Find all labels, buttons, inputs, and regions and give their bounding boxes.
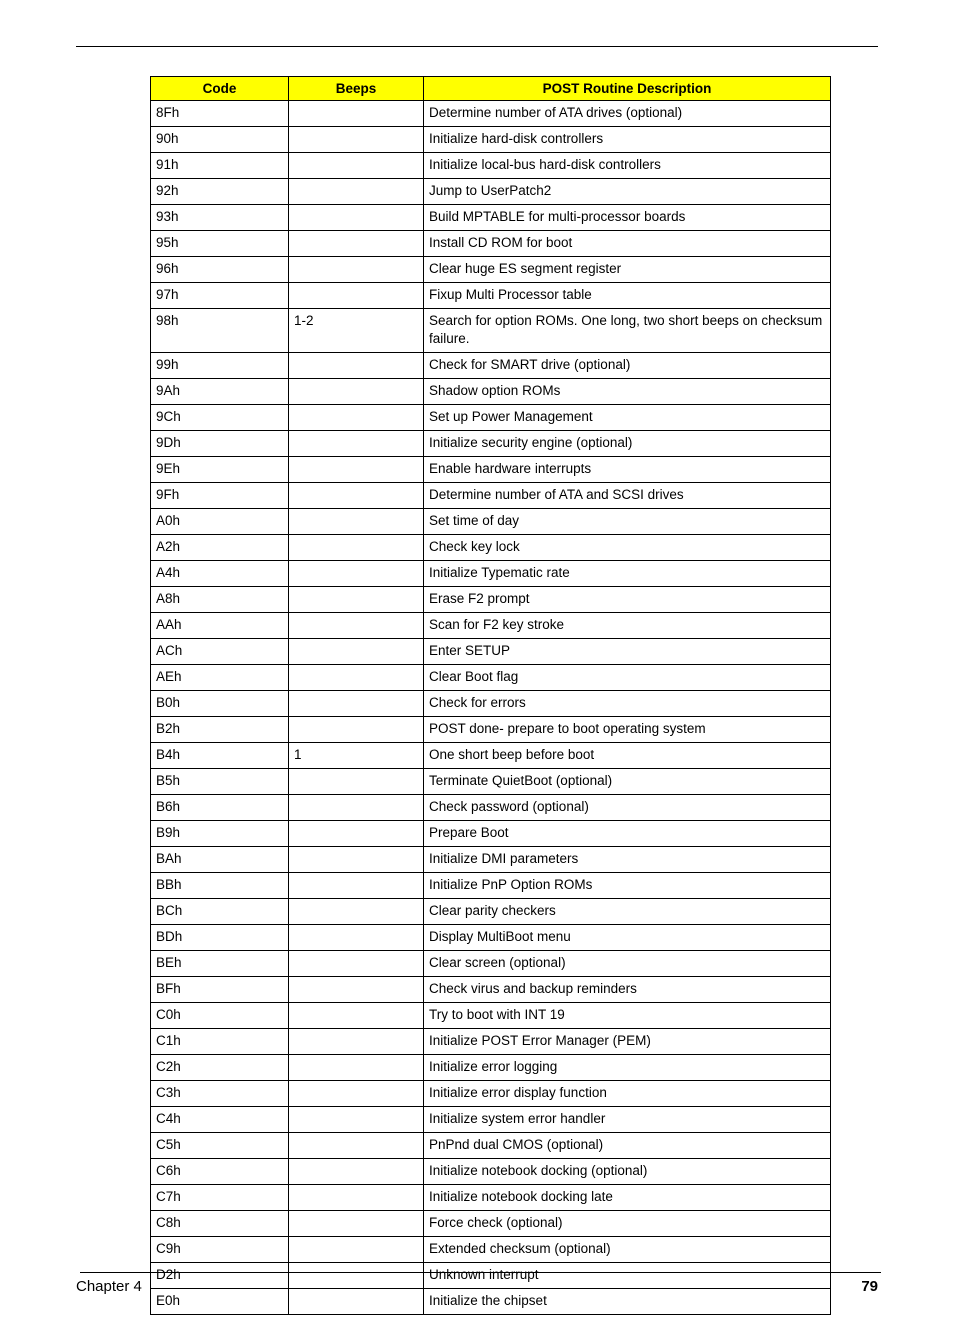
cell-description: Initialize Typematic rate [424,561,831,587]
cell-code: B9h [151,821,289,847]
cell-code: BFh [151,977,289,1003]
cell-beeps [289,639,424,665]
cell-code: BAh [151,847,289,873]
cell-beeps [289,977,424,1003]
cell-beeps [289,509,424,535]
cell-description: Extended checksum (optional) [424,1237,831,1263]
table-row [151,795,831,821]
cell-code: 9Ah [151,379,289,405]
cell-description: Initialize local-bus hard-disk controllers [424,153,831,179]
cell-code: A8h [151,587,289,613]
cell-code: C1h [151,1029,289,1055]
cell-beeps [289,179,424,205]
cell-code: AEh [151,665,289,691]
cell-code: BDh [151,925,289,951]
table-row [151,691,831,717]
cell-description: Initialize DMI parameters [424,847,831,873]
cell-beeps [289,795,424,821]
cell-description: Initialize hard-disk controllers [424,127,831,153]
table-row [151,1185,831,1211]
table-row [151,379,831,405]
cell-code: 99h [151,353,289,379]
cell-description: Force check (optional) [424,1211,831,1237]
cell-description: Clear Boot flag [424,665,831,691]
cell-code: AAh [151,613,289,639]
cell-beeps [289,127,424,153]
table-row [151,1133,831,1159]
table-body [151,101,831,1315]
cell-description: Check for errors [424,691,831,717]
cell-code: 90h [151,127,289,153]
cell-code: A0h [151,509,289,535]
cell-description: Prepare Boot [424,821,831,847]
table-row [151,483,831,509]
table-row [151,353,831,379]
cell-description: One short beep before boot [424,743,831,769]
cell-beeps [289,1133,424,1159]
cell-beeps [289,205,424,231]
table-row [151,665,831,691]
column-header-beeps: Beeps [289,77,424,101]
cell-beeps [289,483,424,509]
cell-beeps [289,587,424,613]
cell-code: 9Dh [151,431,289,457]
cell-beeps [289,1289,424,1315]
cell-beeps [289,873,424,899]
table-row [151,821,831,847]
table-row [151,127,831,153]
table-row [151,1289,831,1315]
cell-code: 9Eh [151,457,289,483]
cell-description: Initialize notebook docking late [424,1185,831,1211]
table-row [151,457,831,483]
cell-beeps [289,431,424,457]
cell-code: 97h [151,283,289,309]
table-row [151,873,831,899]
cell-beeps [289,951,424,977]
post-code-table [150,76,831,1315]
cell-code: 8Fh [151,101,289,127]
cell-beeps [289,101,424,127]
cell-description: Scan for F2 key stroke [424,613,831,639]
cell-code: B4h [151,743,289,769]
cell-code: ACh [151,639,289,665]
cell-description: Initialize POST Error Manager (PEM) [424,1029,831,1055]
cell-description: Build MPTABLE for multi-processor boards [424,205,831,231]
cell-beeps [289,457,424,483]
cell-code: C5h [151,1133,289,1159]
table-header-row [151,77,831,101]
table-row [151,153,831,179]
cell-beeps [289,821,424,847]
cell-beeps [289,1107,424,1133]
cell-description: Fixup Multi Processor table [424,283,831,309]
table-row [151,179,831,205]
cell-beeps [289,535,424,561]
table-row [151,1237,831,1263]
cell-beeps [289,925,424,951]
cell-code: B6h [151,795,289,821]
cell-code: C3h [151,1081,289,1107]
cell-code: C7h [151,1185,289,1211]
cell-code: C0h [151,1003,289,1029]
cell-code: C6h [151,1159,289,1185]
cell-code: 91h [151,153,289,179]
table-row [151,977,831,1003]
table-row [151,1055,831,1081]
cell-description: Check for SMART drive (optional) [424,353,831,379]
cell-description: Determine number of ATA drives (optional) [424,101,831,127]
cell-beeps [289,691,424,717]
cell-code: 96h [151,257,289,283]
table-row [151,847,831,873]
cell-code: BCh [151,899,289,925]
cell-description: Shadow option ROMs [424,379,831,405]
cell-description: Erase F2 prompt [424,587,831,613]
table-row [151,587,831,613]
cell-code: 93h [151,205,289,231]
cell-code: 98h [151,309,289,353]
table-row [151,431,831,457]
cell-code: A4h [151,561,289,587]
table-row [151,769,831,795]
cell-description: Determine number of ATA and SCSI drives [424,483,831,509]
cell-description: Check key lock [424,535,831,561]
cell-description: Display MultiBoot menu [424,925,831,951]
cell-beeps [289,1185,424,1211]
header-rule [76,46,878,47]
table-row [151,613,831,639]
cell-beeps [289,1029,424,1055]
table-row [151,1159,831,1185]
table-row [151,561,831,587]
table-row [151,535,831,561]
cell-code: C2h [151,1055,289,1081]
cell-beeps [289,379,424,405]
cell-beeps [289,717,424,743]
footer-page-number: 79 [861,1278,878,1295]
cell-code: BBh [151,873,289,899]
cell-code: 9Ch [151,405,289,431]
cell-code: 9Fh [151,483,289,509]
cell-description: Set time of day [424,509,831,535]
cell-description: PnPnd dual CMOS (optional) [424,1133,831,1159]
cell-beeps [289,1055,424,1081]
cell-beeps [289,1237,424,1263]
cell-code: C9h [151,1237,289,1263]
cell-description: Initialize security engine (optional) [424,431,831,457]
cell-description: Initialize error display function [424,1081,831,1107]
cell-code: B5h [151,769,289,795]
cell-beeps [289,1003,424,1029]
cell-beeps [289,257,424,283]
table-row [151,1003,831,1029]
cell-beeps [289,1211,424,1237]
cell-description: Unknown interrupt [424,1263,831,1289]
cell-beeps [289,405,424,431]
table-row [151,101,831,127]
cell-beeps [289,1081,424,1107]
table-row [151,1081,831,1107]
cell-code: D2h [151,1263,289,1289]
cell-beeps [289,353,424,379]
cell-code: C4h [151,1107,289,1133]
cell-code: 92h [151,179,289,205]
cell-beeps [289,231,424,257]
cell-description: Clear huge ES segment register [424,257,831,283]
cell-code: BEh [151,951,289,977]
cell-beeps: 1-2 [289,309,424,353]
footer-rule [80,1272,881,1273]
table-row [151,309,831,353]
table-row [151,231,831,257]
table-row [151,405,831,431]
table-row [151,1107,831,1133]
cell-description: Enter SETUP [424,639,831,665]
table-row [151,257,831,283]
table-row [151,899,831,925]
cell-description: Jump to UserPatch2 [424,179,831,205]
cell-description: Clear screen (optional) [424,951,831,977]
cell-code: B0h [151,691,289,717]
table-row [151,1263,831,1289]
cell-description: Set up Power Management [424,405,831,431]
cell-description: Terminate QuietBoot (optional) [424,769,831,795]
column-header-description: POST Routine Description [424,77,831,101]
cell-code: C8h [151,1211,289,1237]
table-row [151,1211,831,1237]
table-row [151,205,831,231]
cell-description: Initialize the chipset [424,1289,831,1315]
cell-description: Initialize PnP Option ROMs [424,873,831,899]
table-row [151,283,831,309]
cell-code: E0h [151,1289,289,1315]
cell-description: Try to boot with INT 19 [424,1003,831,1029]
table-row [151,925,831,951]
table-row [151,743,831,769]
table-row [151,1029,831,1055]
cell-description: Check password (optional) [424,795,831,821]
table-row [151,717,831,743]
cell-beeps [289,1159,424,1185]
cell-description: Initialize notebook docking (optional) [424,1159,831,1185]
cell-beeps [289,769,424,795]
cell-description: Initialize error logging [424,1055,831,1081]
cell-beeps [289,899,424,925]
cell-beeps [289,561,424,587]
table-row [151,639,831,665]
footer-chapter: Chapter 4 [76,1278,142,1295]
cell-beeps [289,665,424,691]
cell-code: A2h [151,535,289,561]
cell-description: Check virus and backup reminders [424,977,831,1003]
cell-beeps [289,613,424,639]
cell-beeps: 1 [289,743,424,769]
table-row [151,509,831,535]
cell-description: Enable hardware interrupts [424,457,831,483]
cell-beeps [289,847,424,873]
cell-description: Clear parity checkers [424,899,831,925]
column-header-code: Code [151,77,289,101]
cell-beeps [289,153,424,179]
cell-beeps [289,1263,424,1289]
cell-code: 95h [151,231,289,257]
table-row [151,951,831,977]
cell-description: Install CD ROM for boot [424,231,831,257]
cell-code: B2h [151,717,289,743]
cell-description: Search for option ROMs. One long, two short beeps on checksum failure. [424,309,831,353]
cell-beeps [289,283,424,309]
cell-description: POST done- prepare to boot operating system [424,717,831,743]
cell-description: Initialize system error handler [424,1107,831,1133]
